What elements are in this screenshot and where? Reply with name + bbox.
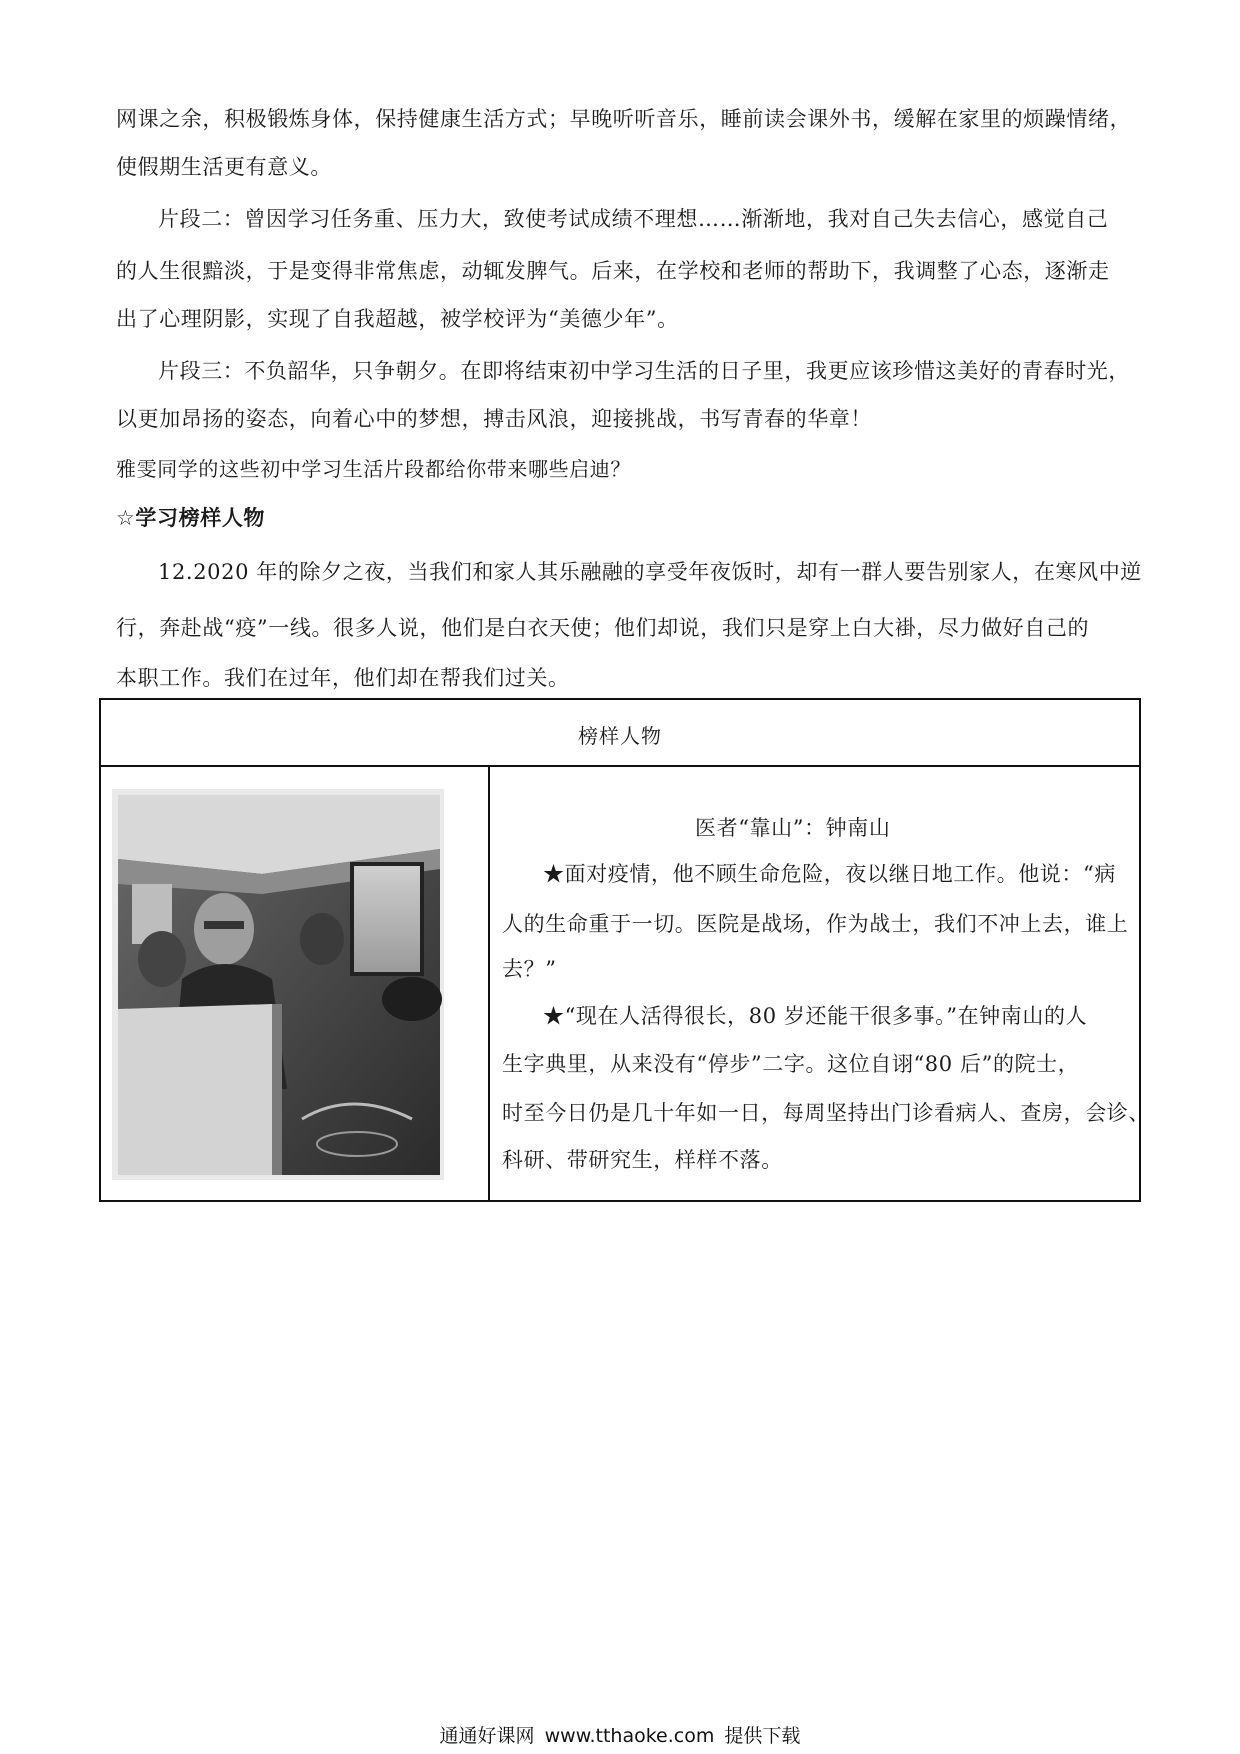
q12-line: 12.2020 年的除夕之夜，当我们和家人其乐融融的享受年夜饭时，却有一群人要告别家人，在寒风中逆 <box>158 560 1142 584</box>
paragraph-line: 以更加昂扬的姿态，向着心中的梦想，搏击风浪，迎接挑战，书写青春的华章！ <box>116 407 872 431</box>
description-line: ★面对疫情，他不顾生命危险，夜以继日地工作。他说：“病 <box>543 862 1116 886</box>
footer-suffix: 提供下载 <box>724 1725 801 1747</box>
table-header-row <box>101 700 1139 767</box>
paragraph-line: 网课之余，积极锻炼身体，保持健康生活方式；早晚听听音乐，睡前读会课外书，缓解在家里的烦躁情绪， <box>116 107 1132 131</box>
description-line: 去？” <box>502 957 557 981</box>
zhong-nanshan-photo <box>112 789 444 1180</box>
table-header: 榜样人物 <box>578 724 662 748</box>
description-line: 人的生命重于一切。医院是战场，作为战士，我们不冲上去，谁上 <box>502 912 1129 936</box>
q12-line: 本职工作。我们在过年，他们却在帮我们过关。 <box>116 666 570 690</box>
description-line: 生字典里，从来没有“停步”二字。这位自诩“80 后”的院士， <box>502 1052 1080 1076</box>
paragraph-line: 片段三：不负韶华，只争朝夕。在即将结束初中学习生活的日子里，我更应该珍惜这美好的青春时光， <box>158 359 1130 383</box>
paragraph-line: 的人生很黯淡，于是变得非常焦虑，动辄发脾气。后来，在学校和老师的帮助下，我调整了心态，逐渐走 <box>116 259 1110 283</box>
footer-site-name: 通通好课网 <box>439 1725 535 1747</box>
page-footer <box>0 1721 1240 1748</box>
paragraph-line: 使假期生活更有意义。 <box>116 155 332 179</box>
paragraph-line: 片段二：曾因学习任务重、压力大，致使考试成绩不理想……渐渐地，我对自己失去信心，感觉自己 <box>158 207 1109 231</box>
question-text: 雅雯同学的这些初中学习生活片段都给你带来哪些启迪？ <box>116 457 631 481</box>
footer-url[interactable]: www.tthaoke.com <box>544 1725 715 1747</box>
description-line: 时至今日仍是几十年如一日，每周坚持出门诊看病人、查房，会诊、 <box>502 1101 1150 1125</box>
description-line: ★“现在人活得很长，80 岁还能干很多事。”在钟南山的人 <box>543 1004 1088 1028</box>
person-title: 医者“靠山”：钟南山 <box>695 816 891 840</box>
q12-line: 行，奔赴战“疫”一线。很多人说，他们是白衣天使；他们却说，我们只是穿上白大褂，尽力做好自己的 <box>116 616 1090 640</box>
table-divider <box>488 765 490 1200</box>
description-line: 科研、带研究生，样样不落。 <box>502 1148 783 1172</box>
paragraph-line: 出了心理阴影，实现了自我超越，被学校评为“美德少年”。 <box>116 307 679 331</box>
section-title: ☆学习榜样人物 <box>116 506 266 530</box>
